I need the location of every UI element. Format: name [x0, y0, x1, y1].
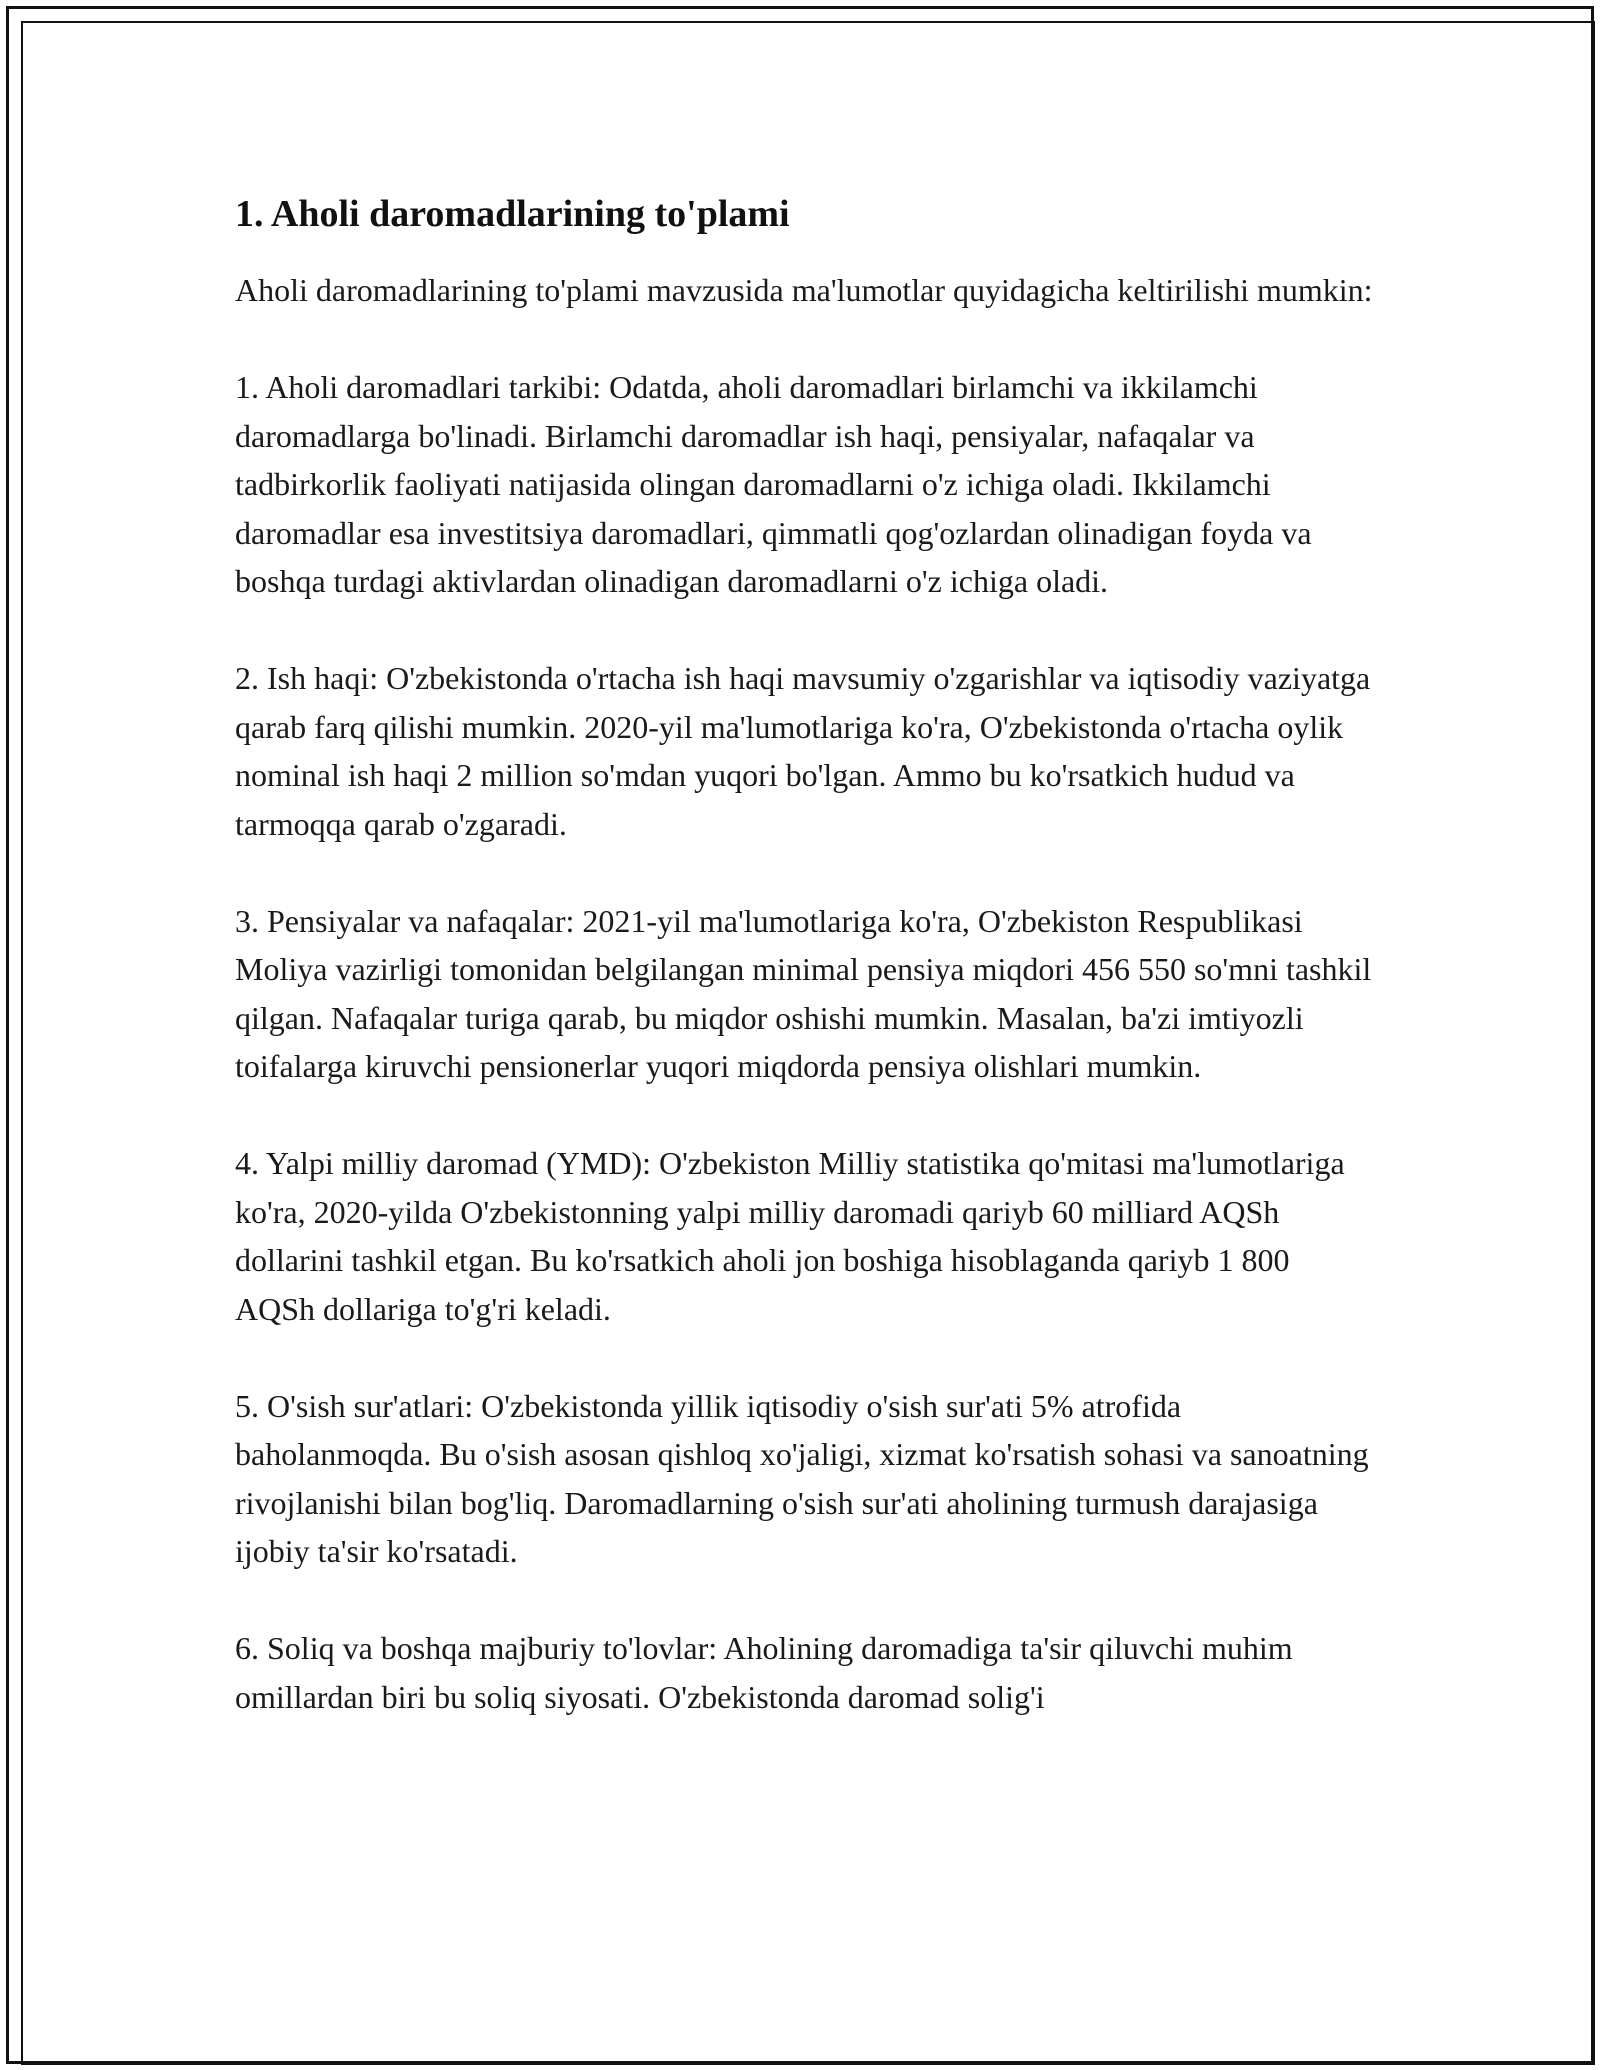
paragraph-income-structure: 1. Aholi daromadlari tarkibi: Odatda, aholi daromadlari birlamchi va ikkilamchi daromadlarga bo'linadi. Birlamchi daromadlar ish haqi, pensiyalar, nafaqalar va tadbirkorlik faoliyati natijasida olingan daromadlarni o'z ichiga oladi. Ikkilamchi daromadlar esa investitsiya daromadlari, qimmatli qog'ozlardan olinadigan foyda va boshqa turdagi aktivlardan olinadigan daromadlarni o'z ichiga oladi.	[235, 369, 1312, 599]
paragraph-taxes: 6. Soliq va boshqa majburiy to'lovlar: Aholining daromadiga ta'sir qiluvchi muhim omillardan biri bu soliq siyosati. O'zbekistonda daromad solig'i	[235, 1630, 1293, 1715]
intro-paragraph: Aholi daromadlarining to'plami mavzusida ma'lumotlar quyidagicha keltirilishi mumkin:	[235, 272, 1373, 308]
paragraph-pensions: 3. Pensiyalar va nafaqalar: 2021-yil ma'lumotlariga ko'ra, O'zbekiston Respublikasi Moliya vazirligi tomonidan belgilangan minimal pensiya miqdori 456 550 so'mni tashkil qilgan. Nafaqalar turiga qarab, bu miqdor oshishi mumkin. Masalan, ba'zi imtiyozli toifalarga kiruvchi pensionerlar yuqori miqdorda pensiya olishlari mumkin.	[235, 902, 1372, 1084]
paragraph-wages: 2. Ish haqi: O'zbekistonda o'rtacha ish haqi mavsumiy o'zgarishlar va iqtisodiy vaziyatga qarab farq qilishi mumkin. 2020-yil ma'lumotlariga ko'ra, O'zbekistonda o'rtacha oylik nominal ish haqi 2 million so'mdan yuqori bo'lgan. Ammo bu ko'rsatkich hudud va tarmoqqa qarab o'zgaradi.	[235, 660, 1371, 842]
paragraph-growth-rates: 5. O'sish sur'atlari: O'zbekistonda yillik iqtisodiy o'sish sur'ati 5% atrofida baholanmoqda. Bu o'sish asosan qishloq xo'jaligi, xizmat ko'rsatish sohasi va sanoatning rivojlanishi bilan bog'liq. Daromadlarning o'sish sur'ati aholining turmush darajasiga ijobiy ta'sir ko'rsatadi.	[235, 1387, 1369, 1569]
section-heading: 1. Aholi daromadlarining to'plami	[235, 193, 790, 235]
paragraph-gni: 4. Yalpi milliy daromad (YMD): O'zbekiston Milliy statistika qo'mitasi ma'lumotlariga ko'ra, 2020-yilda O'zbekistonning yalpi milliy daromadi qariyb 60 milliard AQSh dollarini tashkil etgan. Bu ko'rsatkich aholi jon boshiga hisoblaganda qariyb 1 800 AQSh dollariga to'g'ri keladi.	[235, 1145, 1345, 1327]
document-body	[235, 190, 1375, 1721]
